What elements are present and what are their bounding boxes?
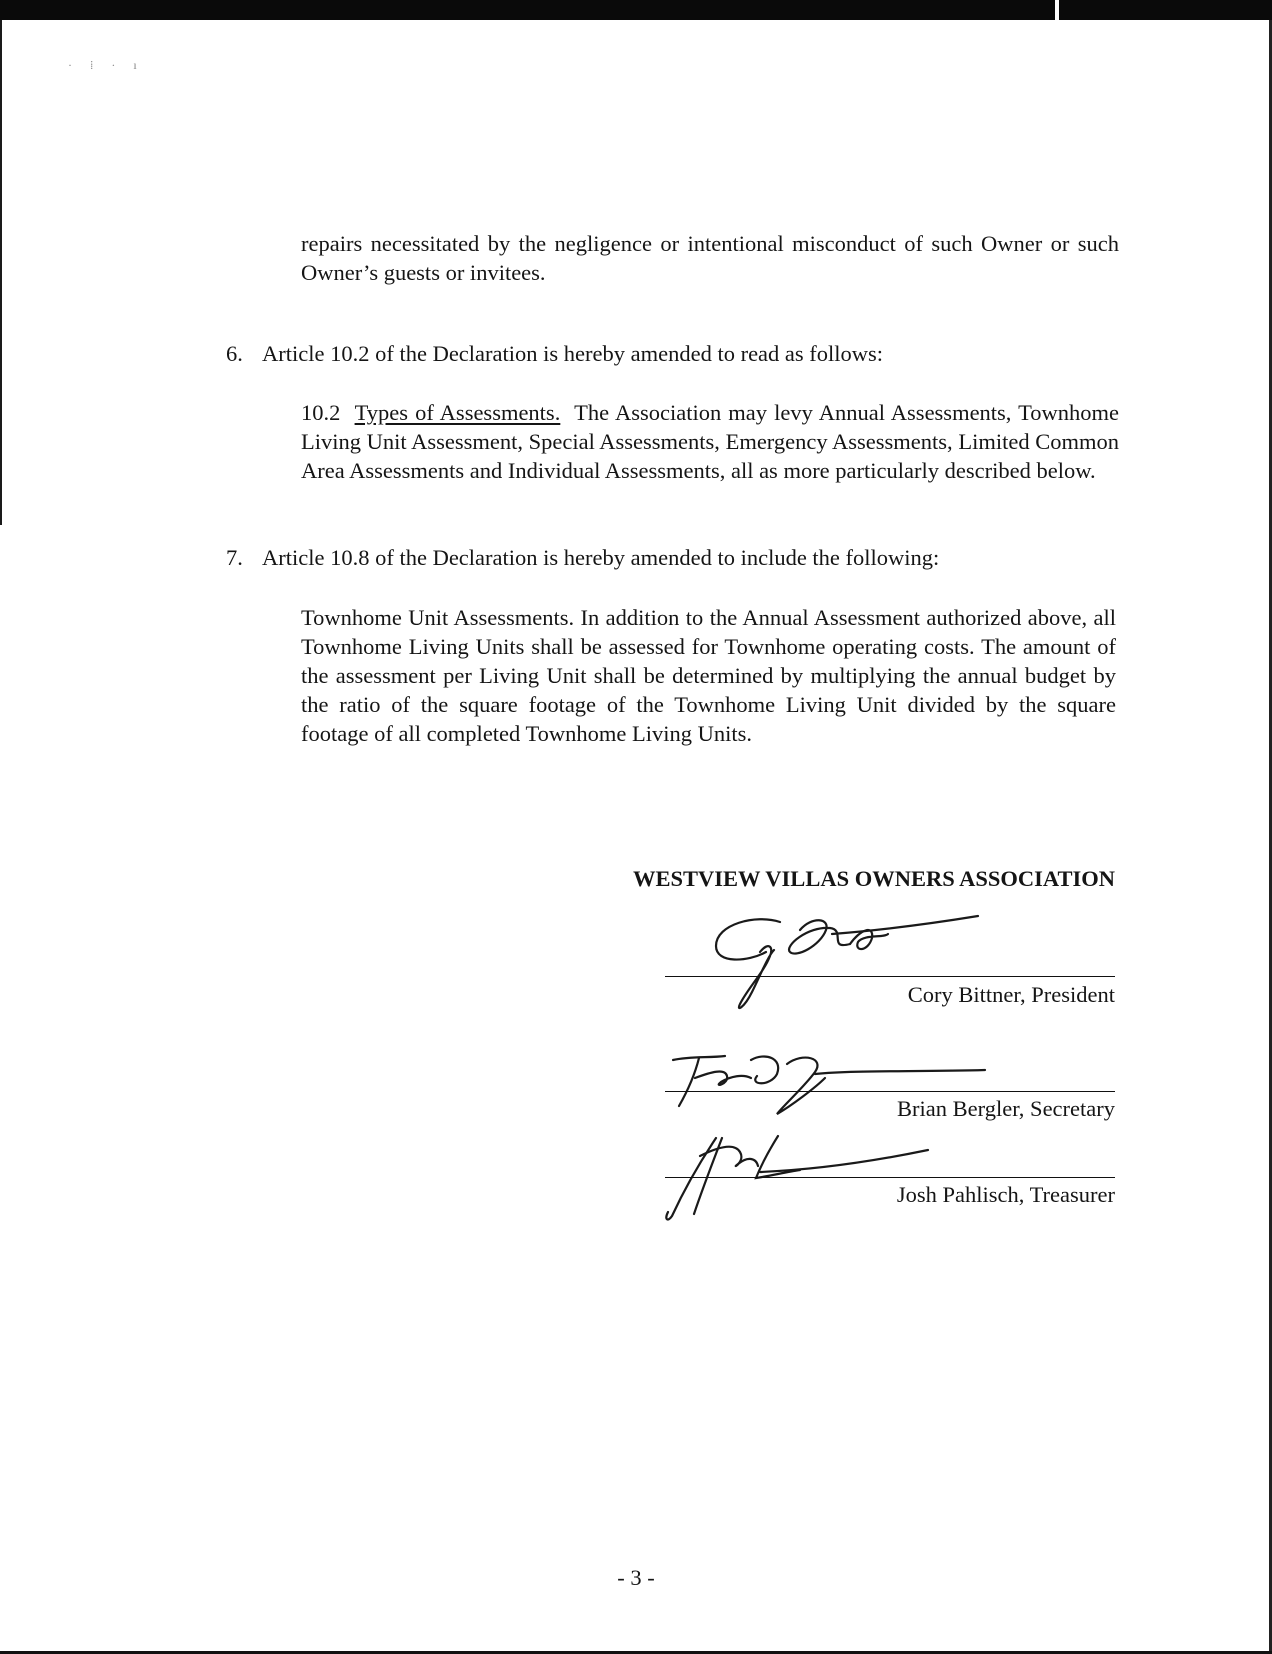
item-text: Article 10.8 of the Declaration is hereby amended to include the following: bbox=[262, 545, 940, 570]
item-number: 7. bbox=[226, 545, 243, 570]
scan-border-top bbox=[0, 0, 1272, 20]
page-number: - 3 - bbox=[617, 1565, 655, 1590]
association-name: WESTVIEW VILLAS OWNERS ASSOCIATION bbox=[632, 866, 1115, 891]
section-body: The Association may levy Annual Assessments, Townhome Living Unit Assessment, Special Assessments, Emergency Assessments, Limited Common Area Assessments and Individual Assessments, all as more particularly described below. bbox=[301, 400, 1120, 483]
list-item-7 bbox=[226, 543, 939, 572]
continuation-paragraph: repairs necessitated by the negligence or intentional misconduct of such Owner or such Owner’s guests or invitees. bbox=[301, 231, 1119, 285]
section-10-2 bbox=[301, 398, 1119, 485]
section-10-8: Townhome Unit Assessments. In addition to the Annual Assessment authorized above, all Townhome Living Units shall be assessed for Townhome operating costs. The amount of the assessment per Living Unit shall be determined by multiplying the annual budget by the ratio of the square footage of the Townhome Living Unit divided by the square footage of all completed Townhome Living Units. bbox=[301, 605, 1116, 746]
scan-border-gap bbox=[1055, 0, 1059, 20]
item-text: Article 10.2 of the Declaration is hereby amended to read as follows: bbox=[262, 341, 884, 366]
signatory-3: Josh Pahlisch, Treasurer bbox=[896, 1182, 1115, 1207]
section-heading: Types of Assessments. bbox=[354, 400, 561, 425]
signatory-1: Cory Bittner, President bbox=[907, 982, 1115, 1007]
signature-line-3 bbox=[665, 1177, 1115, 1178]
scan-specks: ·⁞·ı bbox=[68, 58, 155, 72]
item-number: 6. bbox=[226, 341, 243, 366]
signature-josh-pahlisch bbox=[660, 1128, 940, 1224]
section-number: 10.2 bbox=[301, 400, 341, 425]
signatory-2: Brian Bergler, Secretary bbox=[897, 1096, 1115, 1121]
signature-line-2 bbox=[665, 1091, 1115, 1092]
signature-line-1 bbox=[665, 976, 1115, 977]
list-item-6 bbox=[226, 339, 883, 368]
scan-border-left bbox=[0, 20, 2, 525]
